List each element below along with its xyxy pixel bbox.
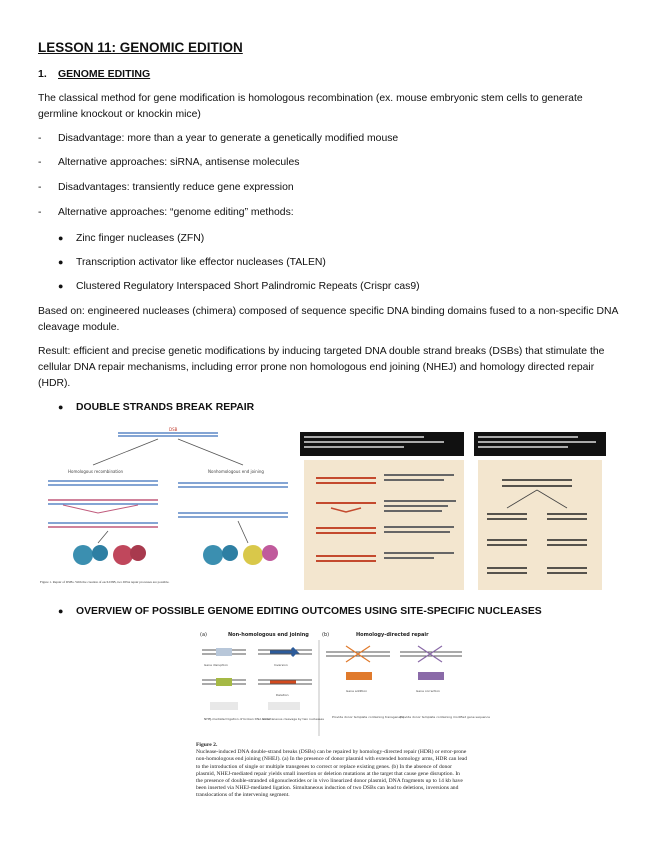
method-bullet: ● Zinc finger nucleases (ZFN) [58, 233, 205, 244]
figure2-caption-title: Figure 2. [196, 742, 218, 748]
dash-item: - Disadvantages: transiently reduce gene expression [38, 182, 294, 193]
page-title: LESSON 11: GENOMIC EDITION [38, 40, 243, 55]
gene-addition-label: Gene addition [346, 689, 368, 693]
dsb-heading: ● DOUBLE STRANDS BREAK REPAIR [58, 402, 255, 413]
donor-modified-label: Provide donor template containing modified gene sequence [400, 715, 490, 719]
method-bullet: ● Clustered Regulatory Interspaced Short Palindromic Repeats (Crispr cas9) [58, 281, 420, 292]
section-number: 1. [38, 68, 47, 80]
hr-label: Homologous recombination [68, 469, 124, 474]
overview-heading: ● OVERVIEW OF POSSIBLE GENOME EDITING OUTCOMES USING SITE-SPECIFIC NUCLEASES [58, 606, 542, 617]
gene-disruption-label: Gene disruption [204, 663, 228, 667]
nhej-ligation-label: NHEJ-mediated ligation of broken DNA ends [204, 717, 270, 721]
dash-item: - Disadvantage: more than a year to generate a genetically modified mouse [38, 133, 399, 144]
method-bullet: ● Transcription activator like effector nucleases (TALEN) [58, 257, 326, 268]
result-paragraph: Result: efficient and precise genetic modifications by inducing targeted DNA double strand breaks (DSBs) that stimulate the cellular DNA repair mechanisms, including error prone non homologous end joining (NHEJ) and homology directed repair (HDR). [38, 346, 605, 389]
gene-correction-label: Gene correction [416, 689, 440, 693]
dash-item: - Alternative approaches: siRNA, antisense molecules [38, 157, 300, 168]
figure1-caption: Figure 1. Repair of DSBs. With the creation of each DSB, two DNA repair processes are possible. [40, 580, 170, 584]
panel-b-label: (b) [322, 632, 330, 638]
panel-b-title: Homology-directed repair [356, 632, 429, 638]
dsb-schematic-right [472, 428, 608, 594]
figure2-caption-text: Nuclease-induced DNA double-strand breaks (DSBs) can be repaired by homology-directed repair (HDR) or error-prone non-homologous end joining (NHEJ). (a) In the presence of donor plasmid with extended homology arms, HDR can lead to the introduction of single or multiple transgenes to correct or replace existing genes. (b) In the absence of donor plasmid, NHEJ-mediated repair yields small insertion or deletion mutations at the target that cause gene disruption. In the presence of double-stranded oligonucleotides or in vivo linearized donor plasmid, DNA fragments up to 14 kb have been inserted via NHEJ-mediated ligation. Simultaneous induction of two DSBs can lead to deletions, inversions and translocations of the intervening segment. [196, 749, 468, 799]
panel-a-label: (a) [200, 632, 207, 638]
dsb-diagram-left [38, 425, 294, 595]
simultaneous-label: Simultaneous cleavage by two nucleases [262, 717, 324, 721]
inversion-label: Inversion [274, 663, 288, 667]
schematic-panel-right [472, 428, 608, 594]
deletion-label: Deletion [276, 693, 289, 697]
based-on-paragraph: Based on: engineered nucleases (chimera) composed of sequence specific DNA binding domains fused to a non-specific DNA cleavage module. [38, 306, 618, 333]
nhej-label: Nonhomologous end joining [208, 469, 264, 474]
section-heading [38, 68, 150, 80]
schematic-panel-middle [296, 428, 468, 594]
dsb-label: DSB [169, 427, 178, 432]
donor-transgene-label: Provide donor template containing transgene(s) [332, 715, 405, 719]
intro-paragraph: The classical method for gene modification is homologous recombination (ex. mouse embryonic stem cells to generate germline knockout or knockin mice) [38, 93, 583, 120]
dash-item: - Alternative approaches: “genome editing” methods: [38, 207, 294, 218]
section-title: GENOME EDITING [58, 68, 151, 80]
figure2-caption [196, 742, 468, 800]
dsb-repair-figure [38, 425, 294, 595]
dsb-schematic-middle [296, 428, 468, 594]
panel-a-title: Non-homologous end joining [228, 632, 309, 638]
editing-outcomes-figure [196, 628, 490, 828]
